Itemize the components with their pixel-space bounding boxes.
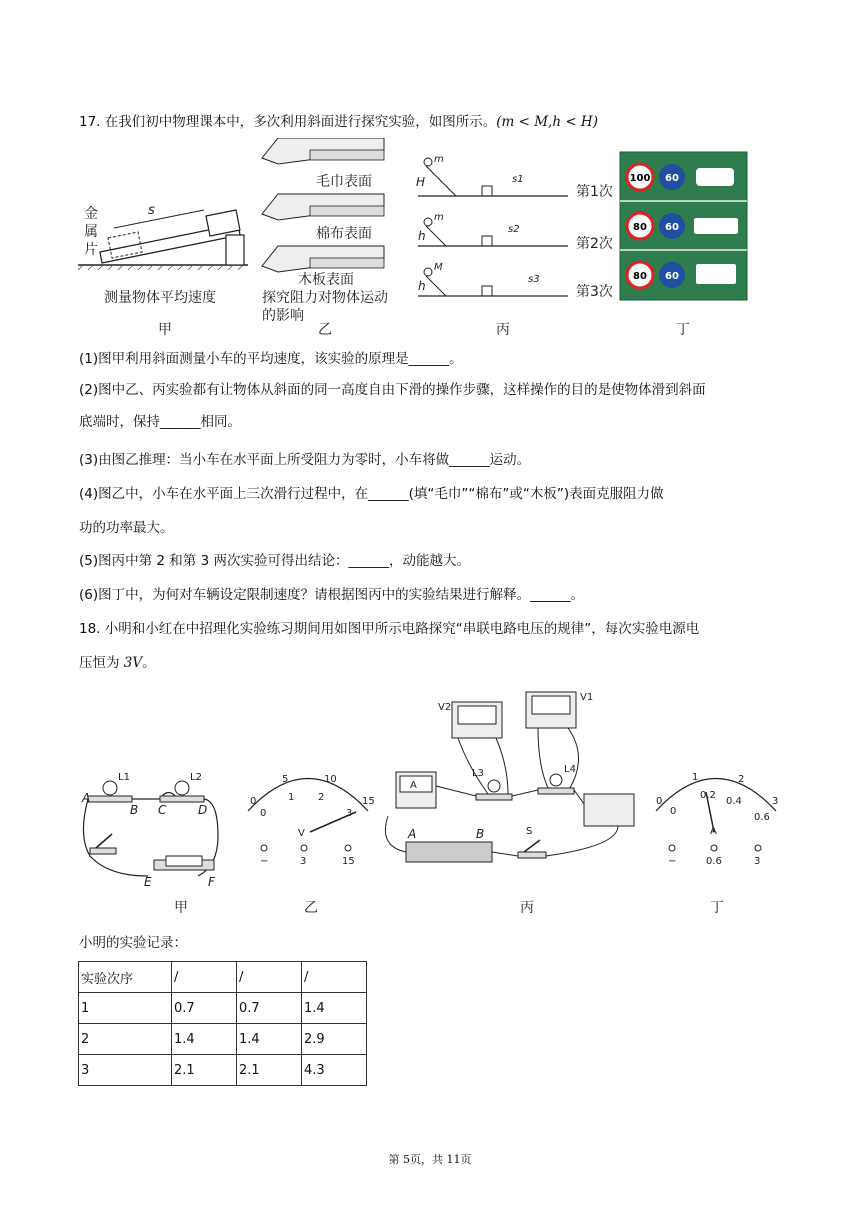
yi-tick-bottom-1: 1 xyxy=(288,792,295,803)
q18-stem-2a: 压恒为 xyxy=(79,655,124,671)
ding-tick-top-2: 2 xyxy=(738,774,745,785)
q17-stem-text: 17. 在我们初中物理课本中，多次利用斜面进行探究实验，如图所示。 xyxy=(79,114,497,130)
ding-unit: A xyxy=(710,826,717,837)
q18-ding-caption: 丁 xyxy=(710,900,724,916)
jia-label: 测量物体平均速度 xyxy=(104,290,216,306)
q18-fig-jia xyxy=(81,772,218,916)
q18-fig-bing xyxy=(385,692,634,916)
bing-caption: 丙 xyxy=(496,322,510,338)
table-cell: 4.3 xyxy=(302,1055,367,1086)
yi-tick-bottom-3: 3 xyxy=(346,808,353,819)
q17-fig-ding xyxy=(620,152,747,338)
bing-a-end: A xyxy=(408,827,417,841)
yi-tick-top-2: 10 xyxy=(324,774,337,785)
ding-term-3: 3 xyxy=(754,856,761,867)
bing-m1: m xyxy=(434,154,444,165)
jia-caption: 甲 xyxy=(158,322,172,338)
q17-fig-bing xyxy=(416,154,613,338)
jia-side-2: 属 xyxy=(84,224,98,240)
q18-stem-1: 18. 小明和小红在中招理化实验练习期间用如图甲所示电路探究“串联电路电压的规律”，每次实验电源电 xyxy=(79,621,700,637)
table-cell: 2.1 xyxy=(237,1055,302,1086)
q18-jia-caption: 甲 xyxy=(174,900,188,916)
ding-limit-2b: 60 xyxy=(665,222,679,233)
ding-limit-1b: 60 xyxy=(665,173,679,184)
yi-tick-top-0: 0 xyxy=(250,796,257,807)
table-cell: 2 xyxy=(79,1024,172,1055)
bing-ammeter: A xyxy=(410,780,417,791)
ding-tick-bottom-3: 0.6 xyxy=(754,812,770,823)
yi-label-2: 的影响 xyxy=(262,308,304,324)
ding-tick-bottom-0: 0 xyxy=(670,806,677,817)
jia-s: s xyxy=(148,203,155,218)
jia-lamp-1: L1 xyxy=(118,772,130,783)
ding-limit-1a: 100 xyxy=(629,173,651,184)
ding-term-neg: − xyxy=(668,856,677,867)
q17-fig-jia xyxy=(78,203,248,338)
q17-stem xyxy=(79,112,598,132)
jia-point-b: B xyxy=(130,803,139,817)
jia-side-3: 片 xyxy=(84,242,98,258)
q18-voltage: 3V xyxy=(123,655,143,671)
ding-tick-top-3: 3 xyxy=(772,796,779,807)
ding-tick-bottom-1: 0.2 xyxy=(700,790,716,801)
yi-surface-1: 毛巾表面 xyxy=(316,174,372,190)
table-header-cell: / xyxy=(172,962,237,993)
bing-s2: s2 xyxy=(508,224,520,235)
ding-tick-top-0: 0 xyxy=(656,796,663,807)
jia-point-a: A xyxy=(82,791,91,805)
bing-row-3: 第3次 xyxy=(576,284,613,300)
page-footer: 第 5页，共 11页 xyxy=(388,1153,472,1166)
q17-item-4a: (4)图乙中，小车在水平面上三次滑行过程中，在______(填“毛巾”“棉布”或“木板”)表面克服阻力做 xyxy=(79,486,664,502)
yi-label-1: 探究阻力对物体运动 xyxy=(262,290,388,306)
bing-m2: m xyxy=(434,212,444,223)
table-cell: 2.1 xyxy=(172,1055,237,1086)
table-cell: 1 xyxy=(79,993,172,1024)
bing-v1: V1 xyxy=(580,692,594,703)
yi-caption: 乙 xyxy=(318,322,332,338)
table-cell: 1.4 xyxy=(172,1024,237,1055)
table-header-cell: / xyxy=(302,962,367,993)
yi-term-3: 3 xyxy=(300,856,307,867)
table-cell: 0.7 xyxy=(172,993,237,1024)
q18-stem-2c: 。 xyxy=(142,655,156,671)
yi-unit: V xyxy=(298,828,305,839)
bing-s3: s3 xyxy=(528,274,540,285)
table-header-cell: 实验次序 xyxy=(79,962,172,993)
q18-record-table xyxy=(78,961,367,1086)
bing-m3: M xyxy=(434,262,443,273)
ding-tick-bottom-2: 0.4 xyxy=(726,796,742,807)
table-row xyxy=(79,1055,367,1086)
ding-limit-3a: 80 xyxy=(633,271,647,282)
yi-surface-3: 木板表面 xyxy=(298,272,354,288)
jia-lamp-2: L2 xyxy=(190,772,202,783)
q18-yi-caption: 乙 xyxy=(304,900,318,916)
bing-b-end: B xyxy=(476,827,485,841)
bing-s1: s1 xyxy=(512,174,524,185)
yi-term-neg: − xyxy=(260,856,269,867)
yi-term-15: 15 xyxy=(342,856,355,867)
jia-point-d: D xyxy=(198,803,208,817)
q17-item-6: (6)图丁中，为何对车辆设定限制速度？请根据图丙中的实验结果进行解释。______。 xyxy=(79,587,585,603)
bing-switch: S xyxy=(526,826,533,837)
bing-row-1: 第1次 xyxy=(576,184,613,200)
q18-fig-ding xyxy=(656,772,778,916)
q17-fig-yi xyxy=(262,138,388,338)
jia-point-e: E xyxy=(144,875,152,889)
ding-limit-3b: 60 xyxy=(665,271,679,282)
q18-fig-yi xyxy=(248,774,375,916)
q17-item-2b: 底端时，保持______相同。 xyxy=(79,414,241,430)
q18-record-title: 小明的实验记录： xyxy=(79,935,187,951)
ding-caption: 丁 xyxy=(676,322,690,338)
yi-tick-bottom-0: 0 xyxy=(260,808,267,819)
q18-figure xyxy=(78,686,788,918)
table-header-cell: / xyxy=(237,962,302,993)
bing-h2: h xyxy=(418,229,426,243)
jia-point-f: F xyxy=(208,875,215,889)
yi-tick-top-1: 5 xyxy=(282,774,289,785)
q17-item-1: (1)图甲利用斜面测量小车的平均速度，该实验的原理是______。 xyxy=(79,351,463,367)
table-cell: 1.4 xyxy=(237,1024,302,1055)
q17-item-4b: 功的功率最大。 xyxy=(79,520,174,536)
q17-figure xyxy=(78,138,758,344)
ding-tick-top-1: 1 xyxy=(692,772,699,783)
q18-bing-caption: 丙 xyxy=(520,900,534,916)
table-header-row xyxy=(79,962,367,993)
bing-v2: V2 xyxy=(438,702,452,713)
q17-condition: (m < M,h < H) xyxy=(496,114,598,130)
table-cell: 2.9 xyxy=(302,1024,367,1055)
jia-point-c: C xyxy=(158,803,167,817)
ding-limit-2a: 80 xyxy=(633,222,647,233)
bing-l4: L4 xyxy=(564,764,576,775)
yi-tick-bottom-2: 2 xyxy=(318,792,325,803)
ding-term-06: 0.6 xyxy=(706,856,722,867)
table-cell: 0.7 xyxy=(237,993,302,1024)
bing-h3: h xyxy=(418,279,426,293)
table-row xyxy=(79,1024,367,1055)
q17-item-2a: (2)图中乙、丙实验都有让物体从斜面的同一高度自由下滑的操作步骤，这样操作的目的是使物体滑到斜面 xyxy=(79,382,706,398)
table-row xyxy=(79,993,367,1024)
jia-side-1: 金 xyxy=(84,206,98,222)
table-cell: 1.4 xyxy=(302,993,367,1024)
q18-stem-2 xyxy=(79,653,156,673)
yi-tick-top-3: 15 xyxy=(362,796,375,807)
bing-row-2: 第2次 xyxy=(576,236,613,252)
q17-item-5: (5)图丙中第 2 和第 3 两次实验可得出结论：______，动能越大。 xyxy=(79,553,470,569)
table-cell: 3 xyxy=(79,1055,172,1086)
bing-h1: H xyxy=(416,175,426,189)
bing-l3: L3 xyxy=(472,768,484,779)
yi-surface-2: 棉布表面 xyxy=(316,226,372,242)
q17-item-3: (3)由图乙推理：当小车在水平面上所受阻力为零时，小车将做______运动。 xyxy=(79,452,531,468)
